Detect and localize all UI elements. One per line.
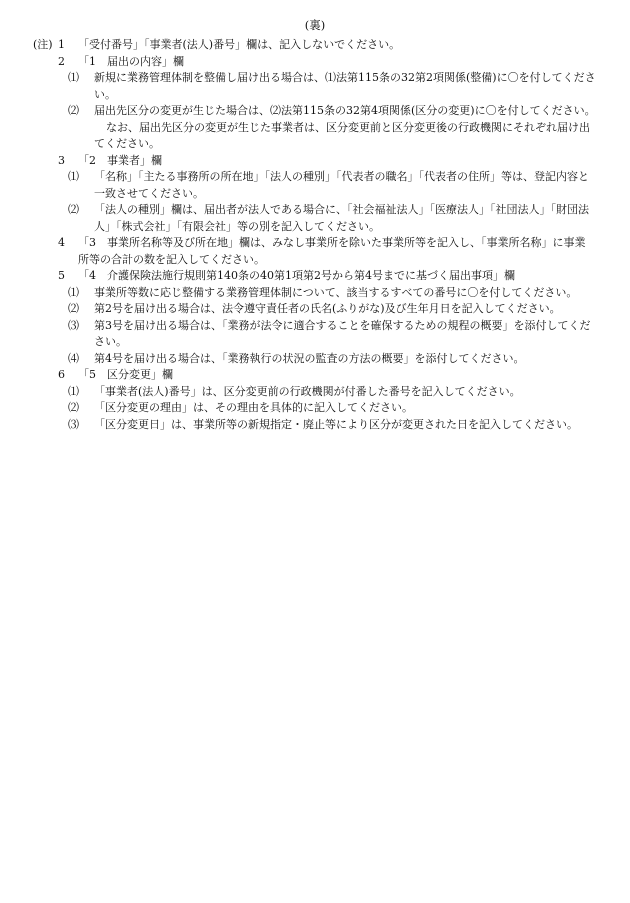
sub-item	[0, 301, 630, 318]
sub-item-number: ⑴	[68, 71, 79, 84]
item-text: 「受付番号」「事業者(法人)番号」欄は、記入しないでください。	[78, 38, 401, 51]
sub-item-text: 第3号を届け出る場合は、「業務が法令に適合することを確保するための規程の概要」を添付してください。	[94, 318, 591, 348]
section-heading: 「5 区分変更」欄	[78, 368, 173, 381]
item-number: 2	[58, 54, 65, 68]
sub-item	[0, 169, 630, 202]
sub-item	[0, 400, 630, 417]
sub-item-number: ⑵	[68, 104, 79, 117]
section-heading: 「1 届出の内容」欄	[78, 54, 184, 68]
sub-item-note	[0, 120, 630, 153]
section-heading: 「2 事業者」欄	[78, 153, 162, 167]
page-header: (裏)	[304, 18, 326, 32]
sub-item-text: 「名称」「主たる事務所の所在地」「法人の種別」「代表者の職名」「代表者の住所」等は、登記内容と一致させてください。	[94, 170, 589, 200]
sub-item-text: 事業所等数に応じ整備する業務管理体制について、該当するすべての番号に〇を付してください。	[94, 285, 578, 299]
sub-item-text: 「事業者(法人)番号」は、区分変更前の行政機関が付番した番号を記入してください。	[94, 384, 521, 398]
item-number: 3	[58, 153, 65, 167]
sub-item-number: ⑵	[68, 302, 79, 315]
sub-item	[0, 70, 630, 103]
sub-item	[0, 417, 630, 434]
sub-item-text: 第4号を届け出る場合は、「業務執行の状況の監査の方法の概要」を添付してください。	[94, 351, 525, 365]
note-item-6	[0, 367, 630, 384]
sub-item-number: ⑶	[68, 318, 79, 332]
sub-item-text: 「区分変更の理由」は、その理由を具体的に記入してください。	[94, 401, 413, 414]
note-item-4	[0, 235, 630, 268]
sub-item	[0, 103, 630, 120]
sub-item	[0, 384, 630, 401]
item-number: 4	[58, 236, 65, 249]
sub-item-text: 「法人の種別」欄は、届出者が法人である場合に、「社会福祉法人」「医療法人」「社団法人」「財団法人」「株式会社」「有限会社」等の別を記入してください。	[94, 203, 589, 233]
sub-item	[0, 285, 630, 302]
sub-item	[0, 351, 630, 368]
section-heading: 「4 介護保険法施行規則第140条の40第1項第2号から第4号までに基づく届出事項」欄	[78, 269, 515, 282]
note-item-5	[0, 268, 630, 285]
sub-item-number: ⑴	[68, 285, 79, 299]
sub-item-text: 届出先区分の変更が生じた場合は、⑵法第115条の32第4項関係(区分の変更)に〇を付してください。	[94, 104, 596, 117]
sub-item-number: ⑴	[68, 384, 79, 398]
sub-item-number: ⑶	[68, 417, 79, 431]
sub-item	[0, 318, 630, 351]
item-number: 6	[58, 368, 65, 381]
note-label: (注)	[33, 38, 53, 51]
sub-item-number: ⑷	[68, 351, 79, 365]
sub-item-number: ⑵	[68, 401, 79, 414]
item-number: 5	[58, 269, 65, 282]
item-text: 「3 事業所名称等及び所在地」欄は、みなし事業所を除いた事業所等を記入し、「事業所名称」に事業所等の合計の数を記入してください。	[78, 236, 586, 266]
sub-item-text: 「区分変更日」は、事業所等の新規指定・廃止等により区分が変更された日を記入してください。	[94, 417, 578, 431]
item-number: 1	[58, 38, 65, 51]
note-item-1	[0, 37, 630, 54]
sub-item-text: 新規に業務管理体制を整備し届け出る場合は、⑴法第115条の32第2項関係(整備)に〇を付してください。	[94, 71, 596, 101]
sub-item-number: ⑴	[68, 170, 79, 183]
sub-item-note-text: なお、届出先区分の変更が生じた事業者は、区分変更前と区分変更後の行政機関にそれぞれ届け出てください。	[94, 120, 590, 150]
note-item-3	[0, 153, 630, 170]
sub-item	[0, 202, 630, 235]
sub-item-text: 第2号を届け出る場合は、法令遵守責任者の氏名(ふりがな)及び生年月日を記入してください。	[94, 302, 561, 315]
sub-item-number: ⑵	[68, 203, 79, 216]
note-item-2	[0, 54, 630, 71]
